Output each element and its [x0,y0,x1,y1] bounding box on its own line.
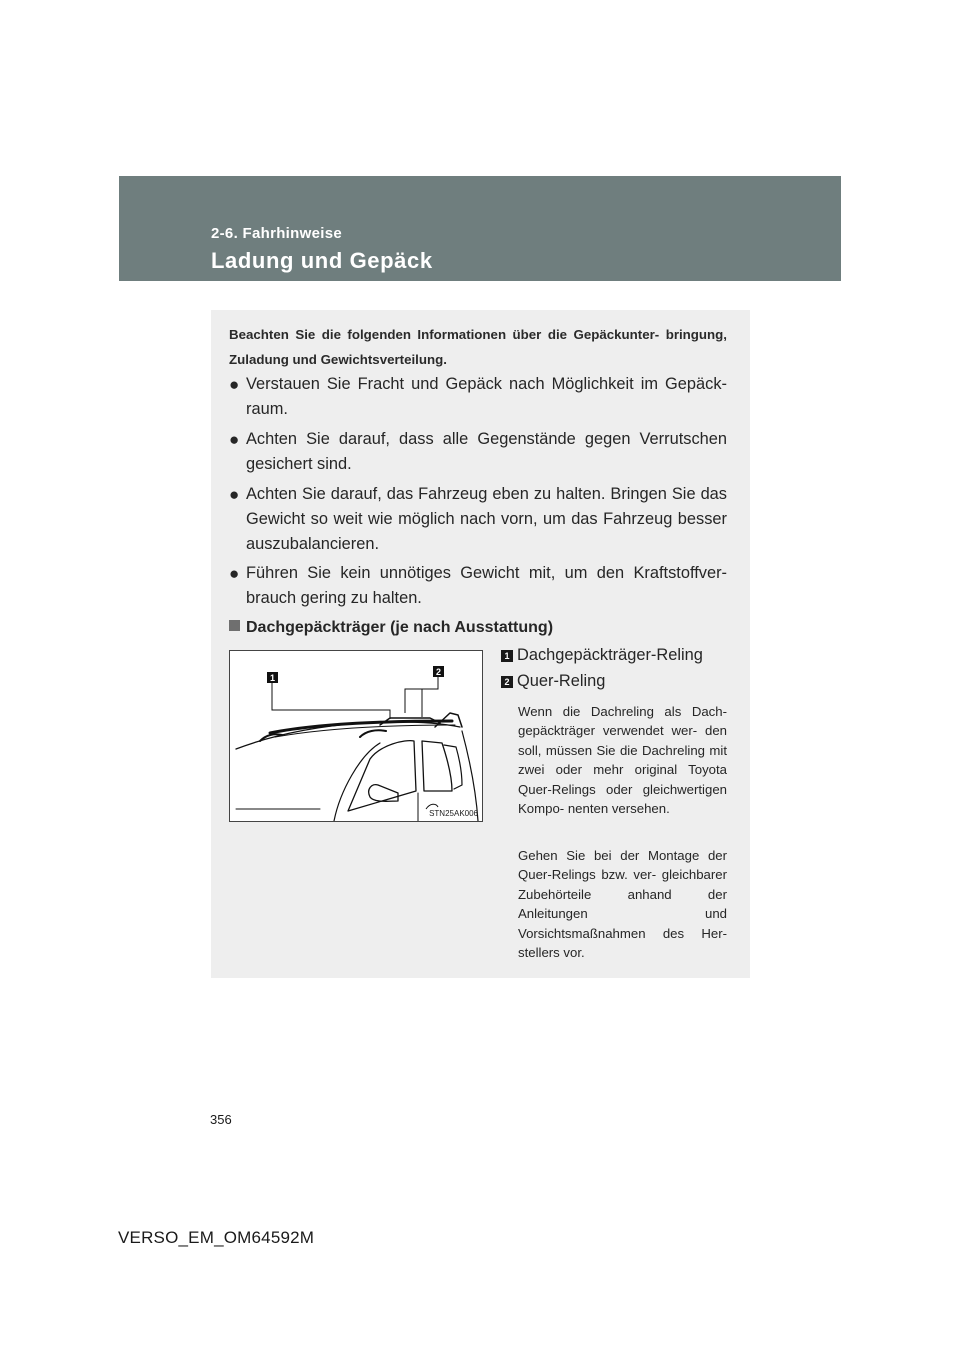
car-roof-drawing [230,651,482,821]
subsection-title: Dachgepäckträger (je nach Ausstattung) [246,619,554,636]
legend-number-2: 2 [501,676,513,688]
intro-text: Beachten Sie die folgenden Informationen über die Gepäckunter- bringung, Zuladung und Gewichtsverteilung. [229,327,727,367]
bullet-dot-icon: ● [229,485,240,504]
bullet-text: Achten Sie darauf, das Fahrzeug eben zu halten. Bringen Sie das Gewicht so weit wie möglich nach vorn, um das Fahrzeug besser auszubalancieren. [246,485,727,553]
content-box [211,310,750,978]
bullet-dot-icon: ● [229,564,240,583]
note-paragraph: Gehen Sie bei der Montage der Quer-Relings bzw. ver- gleichbarer Zubehörteile anhand der Anleitungen und Vorsichtsmaßnahmen des Her- stellers vor. [518,848,727,961]
roof-rack-illustration [229,650,483,822]
note-paragraph: Wenn die Dachreling als Dach- gepäckträger verwendet wer- den soll, müssen Sie die Dachreling mit zwei oder mehr original Toyota Quer-Relings oder gleichwertigen Kompo- nenten versehen. [518,704,727,817]
callout-label-2: 2 [435,667,442,677]
document-code: VERSO_EM_OM64592M [118,1228,315,1247]
legend-number-1: 1 [501,650,513,662]
subsection-heading [229,615,729,640]
legend-label-1: Dachgepäckträger-Reling [517,646,703,664]
bullet-item [229,482,727,557]
bullet-item [229,427,727,477]
bullet-text: Achten Sie darauf, dass alle Gegenstände gegen Verrutschen gesichert sind. [246,430,727,473]
bullet-item [229,372,727,422]
bullet-text: Verstauen Sie Fracht und Gepäck nach Möglichkeit im Gepäck- raum. [246,375,727,418]
legend-item-1 [501,644,703,666]
figure-code: STN25AK006 [429,809,478,818]
section-label: 2-6. Fahrhinweise [211,225,342,242]
square-bullet-icon [229,620,240,631]
bullet-dot-icon: ● [229,375,240,394]
bullet-text: Führen Sie kein unnötiges Gewicht mit, um den Kraftstoffver- brauch gering zu halten. [246,564,727,607]
callout-label-1: 1 [269,673,276,683]
page-title: Ladung und Gepäck [211,248,433,273]
legend-label-2: Quer-Reling [517,672,606,690]
bullet-item [229,561,727,611]
page-number: 356 [210,1112,232,1127]
bullet-dot-icon: ● [229,430,240,449]
legend-item-2 [501,670,605,692]
section-header [119,176,841,281]
